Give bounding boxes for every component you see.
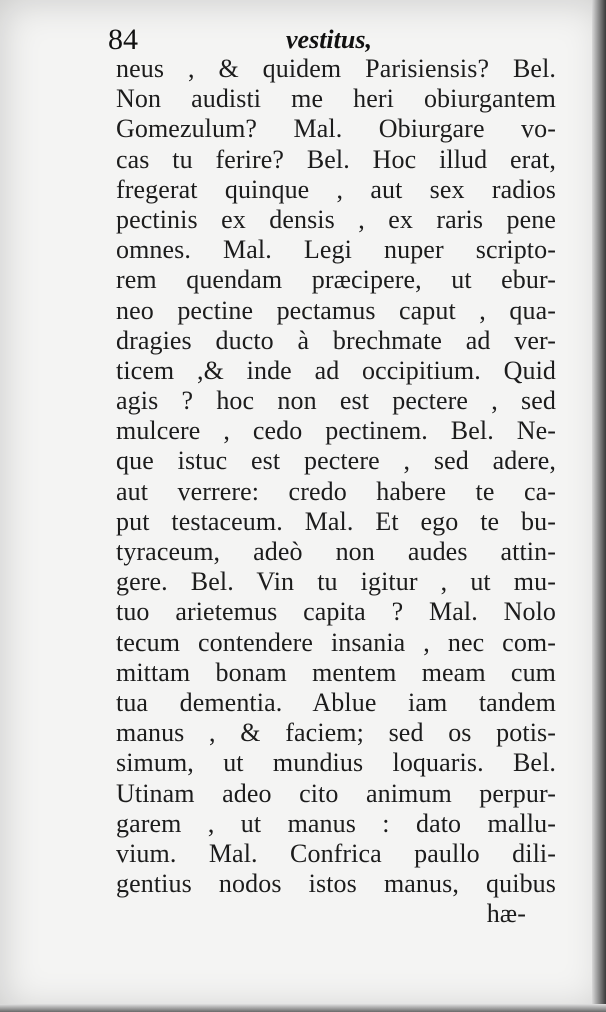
text-line: Non audisti me heri obiurgantem [116,84,556,114]
text-line: cas tu ferire? Bel. Hoc illud erat, [116,144,556,174]
text-line: fregerat quinque , aut sex radios [116,174,556,204]
text-line: ticem ,& inde ad occipitium. Quid [116,355,556,385]
text-line: gentius nodos istos manus, quibus [116,869,556,899]
body-text [116,54,556,929]
text-line: neo pectine pectamus caput , qua- [116,295,556,325]
page-number: 84 [108,23,138,56]
text-line: mulcere , cedo pectinem. Bel. Ne- [116,416,556,446]
text-line: gere. Bel. Vin tu igitur , ut mu- [116,567,556,597]
text-line: tua dementia. Ablue iam tandem [116,687,556,717]
text-line: neus , & quidem Parisiensis? Bel. [116,54,556,83]
text-line: tuo arietemus capita ? Mal. Nolo [116,597,556,627]
text-line: put testaceum. Mal. Et ego te bu- [116,506,556,536]
page-bottom-shadow [0,1004,606,1012]
text-line: manus , & faciem; sed os potis- [116,718,556,748]
text-line: simum, ut mundius loquaris. Bel. [116,748,556,778]
text-line: mittam bonam mentem meam cum [116,657,556,687]
text-line: agis ? hoc non est pectere , sed [116,386,556,416]
text-line: vium. Mal. Confrica paullo dili- [116,838,556,868]
running-head: vestitus, [286,25,372,54]
text-line: tecum contendere insania , nec com- [116,627,556,657]
text-line: rem quendam præcipere, ut ebur- [116,265,556,295]
text-line: aut verrere: credo habere te ca- [116,476,556,506]
text-line: omnes. Mal. Legi nuper scripto- [116,235,556,265]
text-line: dragies ducto à brechmate ad ver- [116,325,556,355]
text-line: que istuc est pectere , sed adere, [116,446,556,476]
text-line: tyraceum, adeò non audes attin- [116,537,556,566]
text-line: Utinam adeo cito animum perpur- [116,778,556,808]
text-line: Gomezulum? Mal. Obiurgare vo- [116,114,556,144]
text-line: garem , ut manus : dato mallu- [116,808,556,838]
text-line: pectinis ex densis , ex raris pene [116,204,556,234]
catchword: hæ- [486,899,526,929]
page-edge-shadow [592,0,606,1012]
